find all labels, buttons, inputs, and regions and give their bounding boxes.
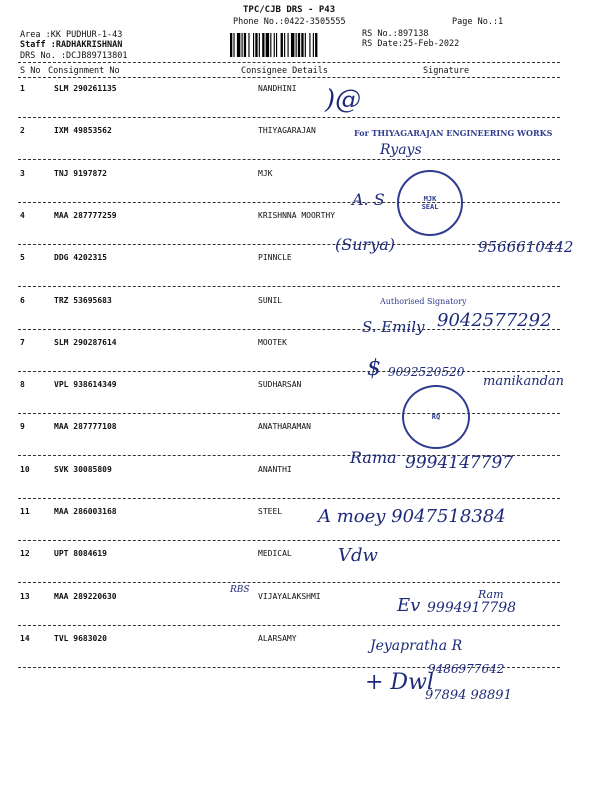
row-consignee-name: ALARSAMY <box>258 634 297 643</box>
row-consignee-name: KRISHNNA MOORTHY <box>258 211 336 220</box>
barcode <box>230 33 355 57</box>
barcode-bar <box>281 33 283 57</box>
row11-signature: Vdw <box>338 545 378 566</box>
row12-tag: RBS <box>230 585 250 595</box>
row-serial-number: 10 <box>20 465 30 474</box>
barcode-bar <box>309 33 310 57</box>
row-consignment-number: VPL 938614349 <box>54 380 117 389</box>
row-serial-number: 12 <box>20 549 30 558</box>
barcode-bar <box>301 33 303 57</box>
row-consignment-number: TVL 9683020 <box>54 634 107 643</box>
row7-phone: 9092520520 <box>388 365 465 379</box>
row-serial-number: 11 <box>20 507 30 516</box>
row12-phone: 9994917798 <box>427 600 517 616</box>
row-divider <box>18 582 560 583</box>
row13-name: Jeyapratha R <box>370 638 463 654</box>
row-consignment-number: MAA 287777108 <box>54 422 117 431</box>
barcode-bar <box>262 33 264 57</box>
row-serial-number: 14 <box>20 634 30 643</box>
barcode-bar <box>305 33 306 57</box>
col-header-consignment: Consignment No <box>48 66 120 76</box>
phone-number: Phone No.:0422-3505555 <box>233 17 346 27</box>
row-divider <box>18 117 560 118</box>
row3-signature: A. S <box>352 190 385 209</box>
row-serial-number: 5 <box>20 253 25 262</box>
row6-phone: 9042577292 <box>437 310 552 331</box>
barcode-bar <box>274 33 275 57</box>
row6-name: S. Emily <box>362 318 425 336</box>
row-consignment-number: MAA 286003168 <box>54 507 117 516</box>
row-divider <box>18 159 560 160</box>
row-consignee-name: MJK <box>258 169 273 178</box>
rs-number: RS No.:897138 <box>362 29 429 39</box>
barcode-bar <box>270 33 271 57</box>
row-consignee-name: VIJAYALAKSHMI <box>258 592 321 601</box>
barcode-bar <box>276 33 277 57</box>
row-divider <box>18 498 560 499</box>
row-consignee-name: SUNIL <box>258 296 283 305</box>
row-consignment-number: SLM 290261135 <box>54 84 117 93</box>
row9-signature: Rama <box>350 448 397 467</box>
header-top-divider <box>18 62 560 63</box>
row4-name: (Surya) <box>335 235 395 254</box>
row-consignment-number: DDG 4202315 <box>54 253 107 262</box>
row-divider <box>18 540 560 541</box>
barcode-bar <box>244 33 246 57</box>
row8-name: manikandan <box>483 374 565 389</box>
barcode-bar <box>296 33 297 57</box>
barcode-bar <box>298 33 300 57</box>
row-consignee-name: ANANTHI <box>258 465 292 474</box>
page-number: Page No.:1 <box>452 17 504 27</box>
row-serial-number: 13 <box>20 592 30 601</box>
barcode-bar <box>253 33 254 57</box>
row-consignee-name: MEDICAL <box>258 549 292 558</box>
barcode-bar <box>288 33 289 57</box>
row-consignment-number: MAA 289220630 <box>54 592 117 601</box>
barcode-bar <box>315 33 317 57</box>
row-divider <box>18 413 560 414</box>
barcode-bar <box>284 33 285 57</box>
row-divider <box>18 625 560 626</box>
barcode-bar <box>248 33 249 57</box>
row-consignee-name: ANATHARAMAN <box>258 422 311 431</box>
row14-phone: 97894 98891 <box>425 688 512 703</box>
header-bottom-divider <box>18 77 560 78</box>
report-title: TPC/CJB DRS - P43 <box>243 5 336 15</box>
barcode-bar <box>233 33 234 57</box>
row4-phone: 9566610442 <box>478 238 574 256</box>
company-stamp: For THIYAGARAJAN ENGINEERING WORKS <box>354 128 553 138</box>
rs-date: RS Date:25-Feb-2022 <box>362 39 460 49</box>
row-serial-number: 6 <box>20 296 25 305</box>
barcode-bar <box>255 33 257 57</box>
row-consignment-number: SVK 30085809 <box>54 465 112 474</box>
row-serial-number: 3 <box>20 169 25 178</box>
row-consignee-name: THIYAGARAJAN <box>258 126 316 135</box>
row9-phone: 9994147797 <box>405 453 514 473</box>
row13-phone: 9486977642 <box>428 662 505 676</box>
col-header-sno: S No <box>20 66 41 76</box>
row-serial-number: 7 <box>20 338 25 347</box>
row-consignment-number: UPT 8084619 <box>54 549 107 558</box>
col-header-consignee: Consignee Details <box>241 66 328 76</box>
staff-label: Staff :RADHAKRISHNAN <box>20 40 123 50</box>
barcode-bar <box>237 33 240 57</box>
row-divider <box>18 286 560 287</box>
row-consignment-number: TNJ 9197872 <box>54 169 107 178</box>
row-consignment-number: TRZ 53695683 <box>54 296 112 305</box>
row-consignee-name: SUDHARSAN <box>258 380 302 389</box>
row-divider <box>18 371 560 372</box>
barcode-bar <box>291 33 294 57</box>
row-consignment-number: IXM 49853562 <box>54 126 112 135</box>
row-consignee-name: STEEL <box>258 507 283 516</box>
row-consignee-name: PINNCLE <box>258 253 292 262</box>
row14-signature: + Dwl <box>365 670 434 695</box>
barcode-bar <box>313 33 314 57</box>
row8-round-stamp: RQ <box>402 385 470 449</box>
barcode-bar <box>230 33 232 57</box>
row3-round-stamp: MJK SEAL <box>397 170 463 236</box>
area-label: Area :KK PUDHUR-1-43 <box>20 30 123 40</box>
row-serial-number: 4 <box>20 211 25 220</box>
row-serial-number: 9 <box>20 422 25 431</box>
row-serial-number: 2 <box>20 126 25 135</box>
row7-signature: $ <box>367 356 381 381</box>
row-serial-number: 8 <box>20 380 25 389</box>
row12-name: Ram <box>478 588 504 601</box>
row-consignee-name: NANDHINI <box>258 84 297 93</box>
barcode-bar <box>259 33 260 57</box>
drs-number: DRS No. :DCJB89713801 <box>20 51 128 61</box>
row-consignee-name: MOOTEK <box>258 338 287 347</box>
col-header-signature: Signature <box>423 66 470 76</box>
row1-signature: )@ <box>325 85 362 115</box>
row2-signature: Ryays <box>380 142 422 158</box>
barcode-bar <box>242 33 243 57</box>
row12-signature: Ev <box>397 595 421 616</box>
row-consignment-number: MAA 287777259 <box>54 211 117 220</box>
row-divider <box>18 202 560 203</box>
row6-stamp-text: Authorised Signatory <box>380 297 467 306</box>
row-serial-number: 1 <box>20 84 25 93</box>
barcode-bar <box>266 33 269 57</box>
row10-signature: A moey 9047518384 <box>318 506 506 527</box>
row-consignment-number: SLM 290287614 <box>54 338 117 347</box>
